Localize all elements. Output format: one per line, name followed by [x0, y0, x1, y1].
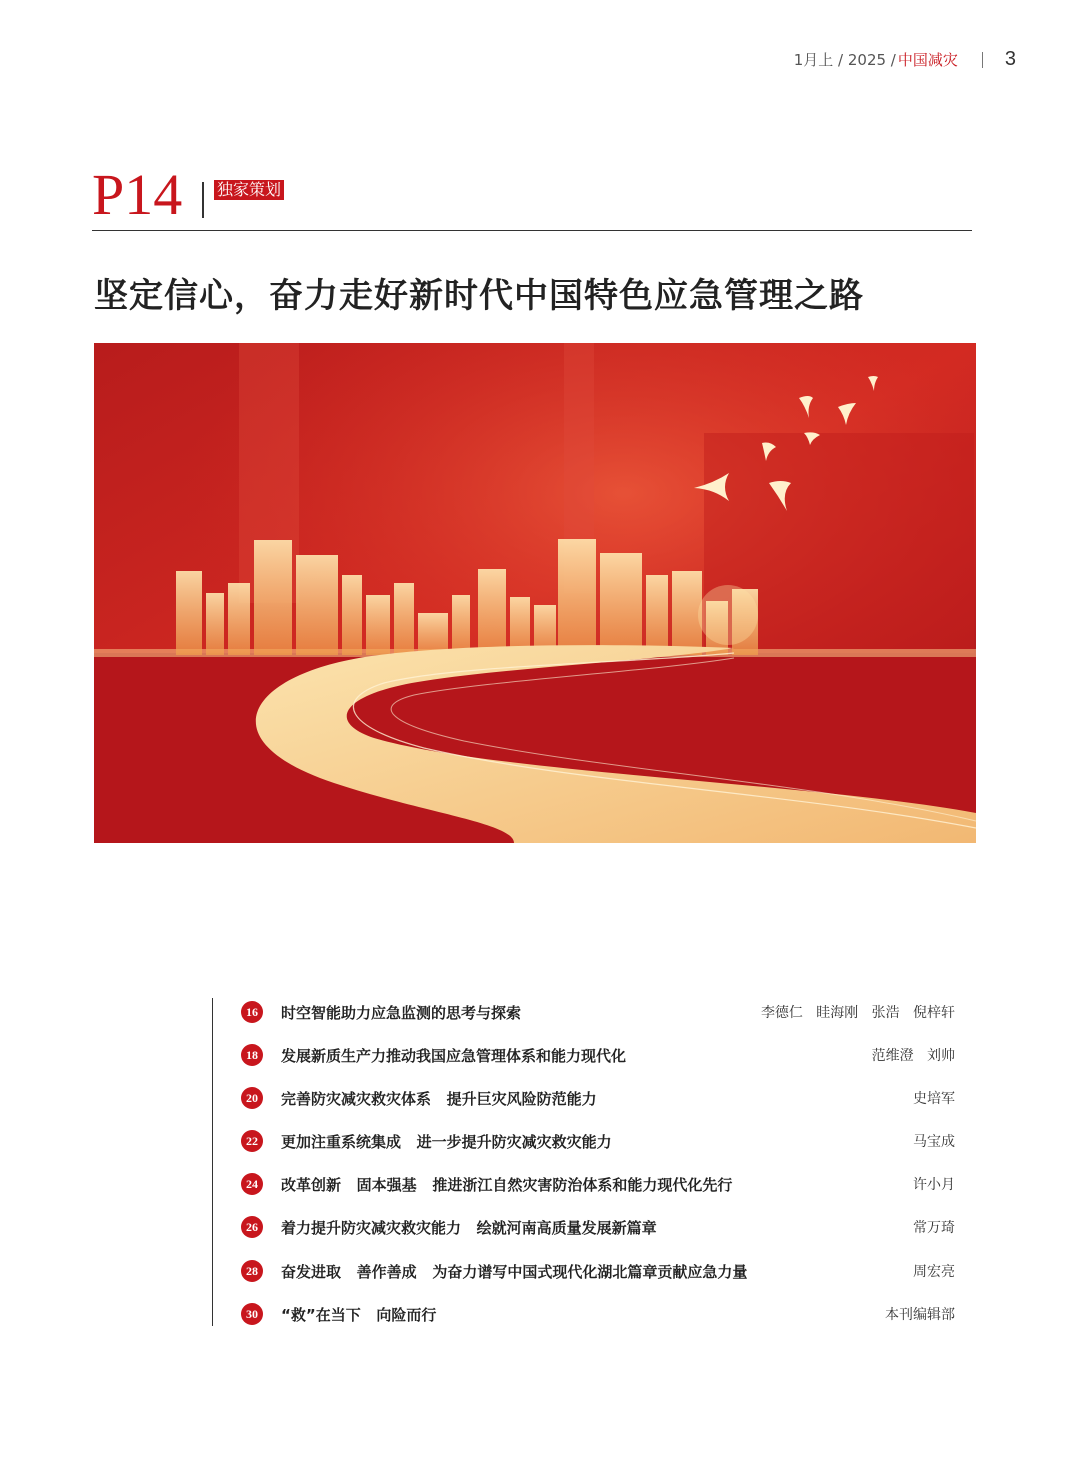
toc-item[interactable]: [213, 1127, 955, 1155]
hero-image: [94, 343, 976, 843]
toc-author: 周宏亮: [913, 1264, 955, 1280]
toc-title[interactable]: 奋发进取 善作善成 为奋力谱写中国式现代化湖北篇章贡献应急力量: [281, 1262, 748, 1281]
header-divider: [982, 52, 983, 68]
toc-page-badge: 16: [241, 1001, 263, 1023]
toc-title[interactable]: 发展新质生产力推动我国应急管理体系和能力现代化: [281, 1046, 627, 1065]
page-title: 坚定信心，奋力走好新时代中国特色应急管理之路: [94, 276, 864, 316]
toc-page-badge: 20: [241, 1087, 263, 1109]
toc-title[interactable]: “救”在当下 向险而行: [281, 1305, 437, 1324]
toc-item[interactable]: [213, 1257, 955, 1285]
toc-author: 史培军: [913, 1091, 955, 1107]
toc-item[interactable]: [213, 1170, 955, 1198]
toc-title[interactable]: 时空智能助力应急监测的思考与探索: [281, 1003, 522, 1022]
brand-label: 中国减灾: [897, 51, 958, 69]
toc-page-badge: 24: [241, 1173, 263, 1195]
toc-author: 本刊编辑部: [885, 1307, 955, 1323]
toc-author: 许小月: [913, 1177, 955, 1193]
toc-item[interactable]: [213, 1300, 955, 1328]
section-divider: [202, 182, 204, 218]
toc-author: 马宝成: [913, 1134, 955, 1150]
toc-author: 常万琦: [913, 1220, 955, 1236]
toc-page-badge: 26: [241, 1216, 263, 1238]
toc-item[interactable]: [213, 1084, 955, 1112]
toc-title[interactable]: 改革创新 固本强基 推进浙江自然灾害防治体系和能力现代化先行: [281, 1175, 733, 1194]
toc-title[interactable]: 更加注重系统集成 进一步提升防灾减灾救灾能力: [281, 1132, 612, 1151]
toc-page-badge: 28: [241, 1260, 263, 1282]
section-header: [92, 164, 972, 231]
toc-page-badge: 30: [241, 1303, 263, 1325]
toc-item[interactable]: [213, 1213, 955, 1241]
issue-label: 1月上 / 2025 /: [793, 51, 896, 69]
running-header: [794, 48, 1016, 71]
section-tag: 独家策划: [214, 180, 284, 200]
section-page-ref[interactable]: P14: [92, 162, 183, 227]
toc-author: 范维澄 刘帅: [871, 1048, 955, 1064]
city-skyline-illustration: [94, 343, 976, 843]
table-of-contents: [212, 998, 955, 1326]
toc-page-badge: 22: [241, 1130, 263, 1152]
toc-author: 李德仁 眭海刚 张浩 倪梓轩: [760, 1005, 955, 1021]
toc-title[interactable]: 完善防灾减灾救灾体系 提升巨灾风险防范能力: [281, 1089, 597, 1108]
toc-item[interactable]: [213, 1041, 955, 1069]
toc-title[interactable]: 着力提升防灾减灾救灾能力 绘就河南高质量发展新篇章: [281, 1218, 657, 1237]
toc-page-badge: 18: [241, 1044, 263, 1066]
page-number: 3: [1004, 48, 1016, 70]
toc-item[interactable]: [213, 998, 955, 1026]
